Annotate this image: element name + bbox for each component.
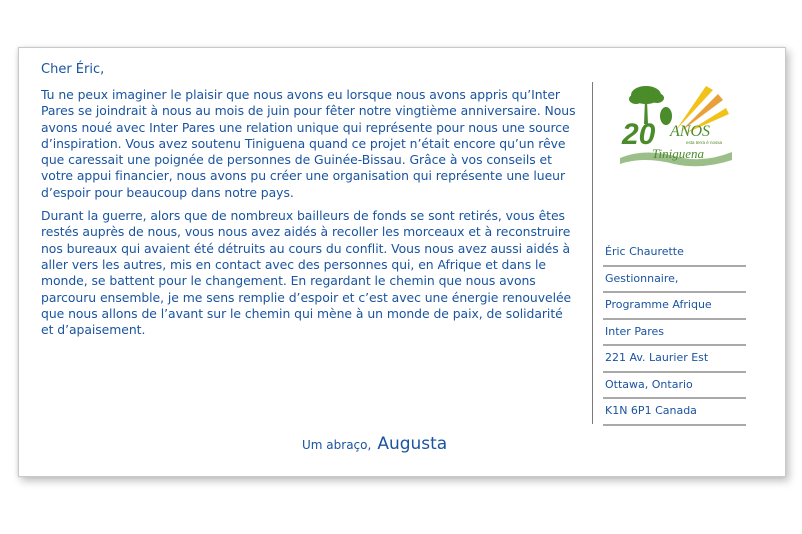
address-block: [603, 240, 746, 426]
address-line-program: Programme Afrique: [603, 293, 746, 320]
address-line-organization: Inter Pares: [603, 320, 746, 347]
logo-tagline: esta terra é nossa: [686, 140, 723, 145]
logo-word: ANOS: [670, 123, 710, 140]
tiniguena-20-anos-logo: [614, 78, 739, 173]
letter-body: [41, 62, 576, 345]
address-line-city: Ottawa, Ontario: [603, 373, 746, 400]
address-line-name: Éric Chaurette: [603, 240, 746, 267]
greeting: Cher Éric,: [41, 62, 105, 77]
address-line-street: 221 Av. Laurier Est: [603, 346, 746, 373]
closing-phrase: Um abraço,: [302, 438, 372, 452]
signature: Augusta: [377, 434, 448, 454]
paragraph-1: Tu ne peux imaginer le plaisir que nous avons eu lorsque nous avons appris qu’Inter Pares se joindrait à nous au mois de juin pour fêter notre vingtième anniversaire. Nous avons noué avec Inter Pares une relation unique qui représente pour nous une source d’inspiration. Vous avez soutenu Tiniguena quand ce projet n’était encore qu’un rêve que caressait une poignée de personnes de Guinée-Bissau. Grâce à vos conseils et votre appui financier, nous avons pu créer une organisation qui représente une lueur d’espoir pour beaucoup dans notre pays.: [41, 87, 576, 200]
paragraph-2: Durant la guerre, alors que de nombreux bailleurs de fonds se sont retirés, vous êtes restés auprès de nous, vous nous avez aidés à recoller les morceaux et à reconstruire nos bureaux qui avaient été détruits au cours du conflit. Vous nous avez aussi aidés à aller vers les autres, mis en contact avec des personnes qui, en Afrique et dans le monde, se battent pour le changement. En regardant le chemin que nous avons parcouru ensemble, je me sens remplie d’espoir et c’est avec une énergie renouvelée que nous allons de l’avant sur le chemin qui mène à un monde de paix, de solidarité et d’apaisement.: [41, 208, 572, 338]
address-line-title: Gestionnaire,: [603, 267, 746, 294]
postcard: [18, 47, 786, 477]
divider-line: [592, 82, 593, 424]
logo-number: 20: [622, 118, 656, 151]
logo-name: Tiniguena: [652, 146, 705, 161]
address-line-postal: K1N 6P1 Canada: [603, 399, 746, 426]
closing: [302, 434, 447, 454]
